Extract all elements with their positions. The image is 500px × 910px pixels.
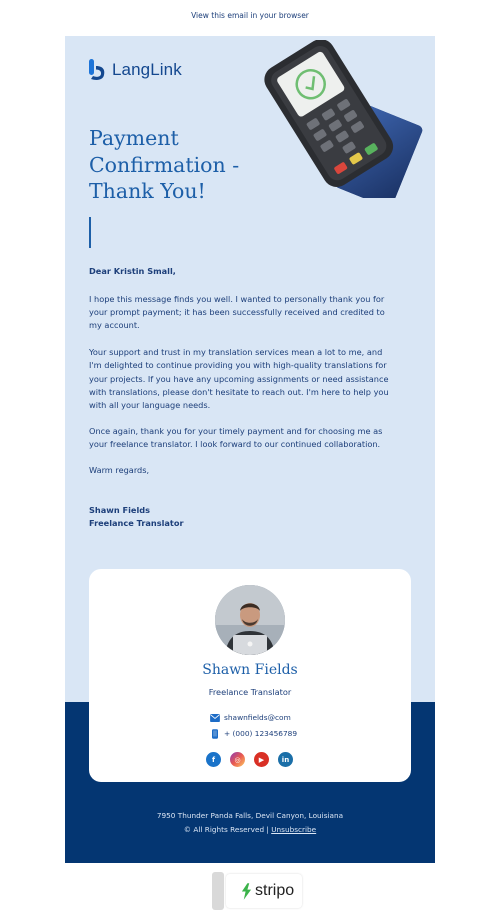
paragraph-thanks: I hope this message finds you well. I wanted to personally thank you for your prompt payment; it has been successfully received and credited to my account.	[89, 294, 385, 331]
linkedin-icon[interactable]: in	[278, 752, 293, 767]
signature-name: Shawn Fields	[89, 505, 150, 516]
card-name: Shawn Fields	[202, 662, 298, 678]
email-body	[65, 36, 435, 863]
phone-number[interactable]: + (000) 123456789	[224, 729, 298, 738]
unsubscribe-link[interactable]: Unsubscribe	[271, 825, 317, 834]
paragraph-support: Your support and trust in my translation services mean a lot to me, and I'm delighted to continue providing you with high-quality translations for your projects. If you have any upcoming assignments or need assistance with translations, please don't hesitate to reach out. I'm here to help you with all your language needs.	[89, 347, 389, 410]
stripo-badge[interactable]	[212, 872, 302, 910]
footer-legal	[65, 825, 435, 834]
phone-icon	[209, 728, 220, 739]
footer-address: 7950 Thunder Panda Falls, Devil Canyon, Louisiana	[156, 811, 344, 820]
signature-card	[89, 569, 411, 782]
rights-text: © All Rights Reserved |	[183, 825, 272, 834]
stripo-logo[interactable]	[226, 874, 302, 908]
brand-name: LangLink	[112, 60, 182, 79]
payment-terminal-illustration	[248, 40, 435, 198]
closing-line: Warm regards,	[89, 465, 150, 476]
greeting: Dear Kristin Small,	[89, 266, 176, 276]
envelope-icon	[209, 712, 220, 723]
view-in-browser-link[interactable]: View this email in your browser	[191, 11, 309, 20]
email-address[interactable]: shawnfields@com	[224, 713, 291, 722]
letter-body	[89, 265, 411, 530]
page-title: Payment Confirmation - Thank You!	[89, 126, 240, 203]
accent-divider	[89, 217, 91, 248]
langlink-logo-icon	[88, 58, 107, 82]
brand-logo[interactable]	[88, 58, 182, 82]
facebook-icon[interactable]: f	[206, 752, 221, 767]
instagram-icon[interactable]: ◎	[230, 752, 245, 767]
stripo-side-tab	[212, 872, 224, 910]
social-links	[206, 752, 293, 767]
phone-contact[interactable]	[209, 728, 297, 739]
avatar	[215, 585, 285, 655]
paragraph-closing: Once again, thank you for your timely payment and for choosing me as your freelance translator. I look forward to our continued collaboration.	[89, 425, 383, 449]
youtube-icon[interactable]: ▶	[254, 752, 269, 767]
stripo-label: stripo	[255, 882, 295, 899]
email-contact[interactable]	[209, 712, 291, 723]
card-role: Freelance Translator	[208, 687, 292, 697]
stripo-leaf-icon	[241, 883, 252, 900]
signature-role: Freelance Translator	[89, 518, 184, 529]
